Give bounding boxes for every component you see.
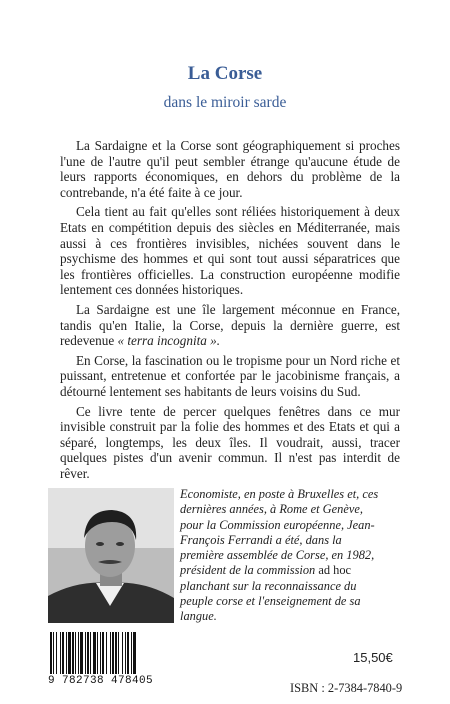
bio-line: pour la Commission européenne, Jean- [180,517,375,532]
author-photo [48,488,174,623]
barcode-bar [127,632,129,674]
barcode-bar [90,632,91,674]
barcode-bar [106,632,107,674]
barcode-bar [60,632,61,674]
barcode-bar [133,632,136,674]
isbn: ISBN : 2-7384-7840-9 [290,681,403,695]
barcode-bar [102,632,104,674]
barcode-bar [53,632,54,674]
barcode-bar [125,632,126,674]
barcode-bar [100,632,101,674]
bio-line: François Ferrandi a été, dans la [180,532,342,547]
author-bio [180,487,410,625]
barcode-block [48,632,174,687]
bio-line-text: président de la commission [180,563,316,578]
book-title: La Corse [187,63,263,84]
barcode-bar [75,632,76,674]
paragraph-1: La Sardaigne et la Corse sont géographiquement si proches l'une de l'autre qu'il peut sembler étrange qu'aucune étude de leurs rapports économiques, en dehors du problème de la contrebande, n'a été faite à ce jour. [60,138,400,200]
bio-line [180,563,410,578]
barcode-bar [62,632,64,674]
back-cover-text [60,138,400,485]
barcode-bar [112,632,114,674]
bio-line: planchant sur la reconnaissance du [180,578,357,593]
barcode-bar [56,632,57,674]
author-portrait-icon [48,488,174,623]
paragraph-2: Cela tient au fait qu'elles sont réliées historiquement à deux Etats en compétition depuis des siècles en Méditerranée, mais aussi à ces frontières invisibles, nichées souvent dans le psychisme des hommes et qui sont tout aussi séparatrices que les frontières officielles. La construction européenne modifie lentement ces données historiques. [60,204,400,298]
barcode-bar [110,632,111,674]
bio-line: première assemblée de Corse, en 1982, [180,548,375,563]
paragraph-3 [60,302,400,349]
paragraph-4: En Corse, la fascination ou le tropisme pour un Nord riche et puissant, entretenue et confortée par le jacobinisme français, a détourné lentement ses habitants de leurs voisins du Sud. [60,352,400,399]
price: 15,50€ [353,650,393,665]
barcode-bar [115,632,117,674]
barcode-bar [80,632,83,674]
barcode-bar [85,632,86,674]
ean-barcode-icon [48,632,174,674]
book-subtitle: dans le miroir sarde [163,94,287,111]
barcode-bar [118,632,119,674]
barcode-bar [66,632,67,674]
terra-incognita: « terra incognita ». [117,333,221,349]
barcode-bar [122,632,123,674]
barcode-digits: 9 782738 478405 [48,675,154,687]
bio-line: dernières années, à Rome et Genève, [180,502,363,517]
barcode-bar [72,632,74,674]
barcode-bar [97,632,98,674]
barcode-bar [87,632,89,674]
bio-line: peuple corse et l'enseignement de sa [180,594,361,609]
barcode-bar [50,632,52,674]
paragraph-3-text: La Sardaigne est une île largement méconnue en France, tandis qu'en Italie, la Corse, depuis la dernière guerre, est redevenue [60,301,400,349]
barcode-bar [131,632,132,674]
bio-line: langue. [180,609,217,624]
bio-line: Economiste, en poste à Bruxelles et, ces [180,487,379,501]
barcode-bar [68,632,71,674]
barcode-bar [93,632,96,674]
barcode-bar [78,632,79,674]
paragraph-5: Ce livre tente de percer quelques fenêtres dans ce mur invisible construit par la folie des hommes et des Etats et qui a séparé, longtemps, les deux îles. Il voudrait, aussi, tracer quelques pistes d'un avenir commun. Il n'est pas interdit de rêver. [60,403,400,481]
bio-adhoc: ad hoc [318,563,352,578]
